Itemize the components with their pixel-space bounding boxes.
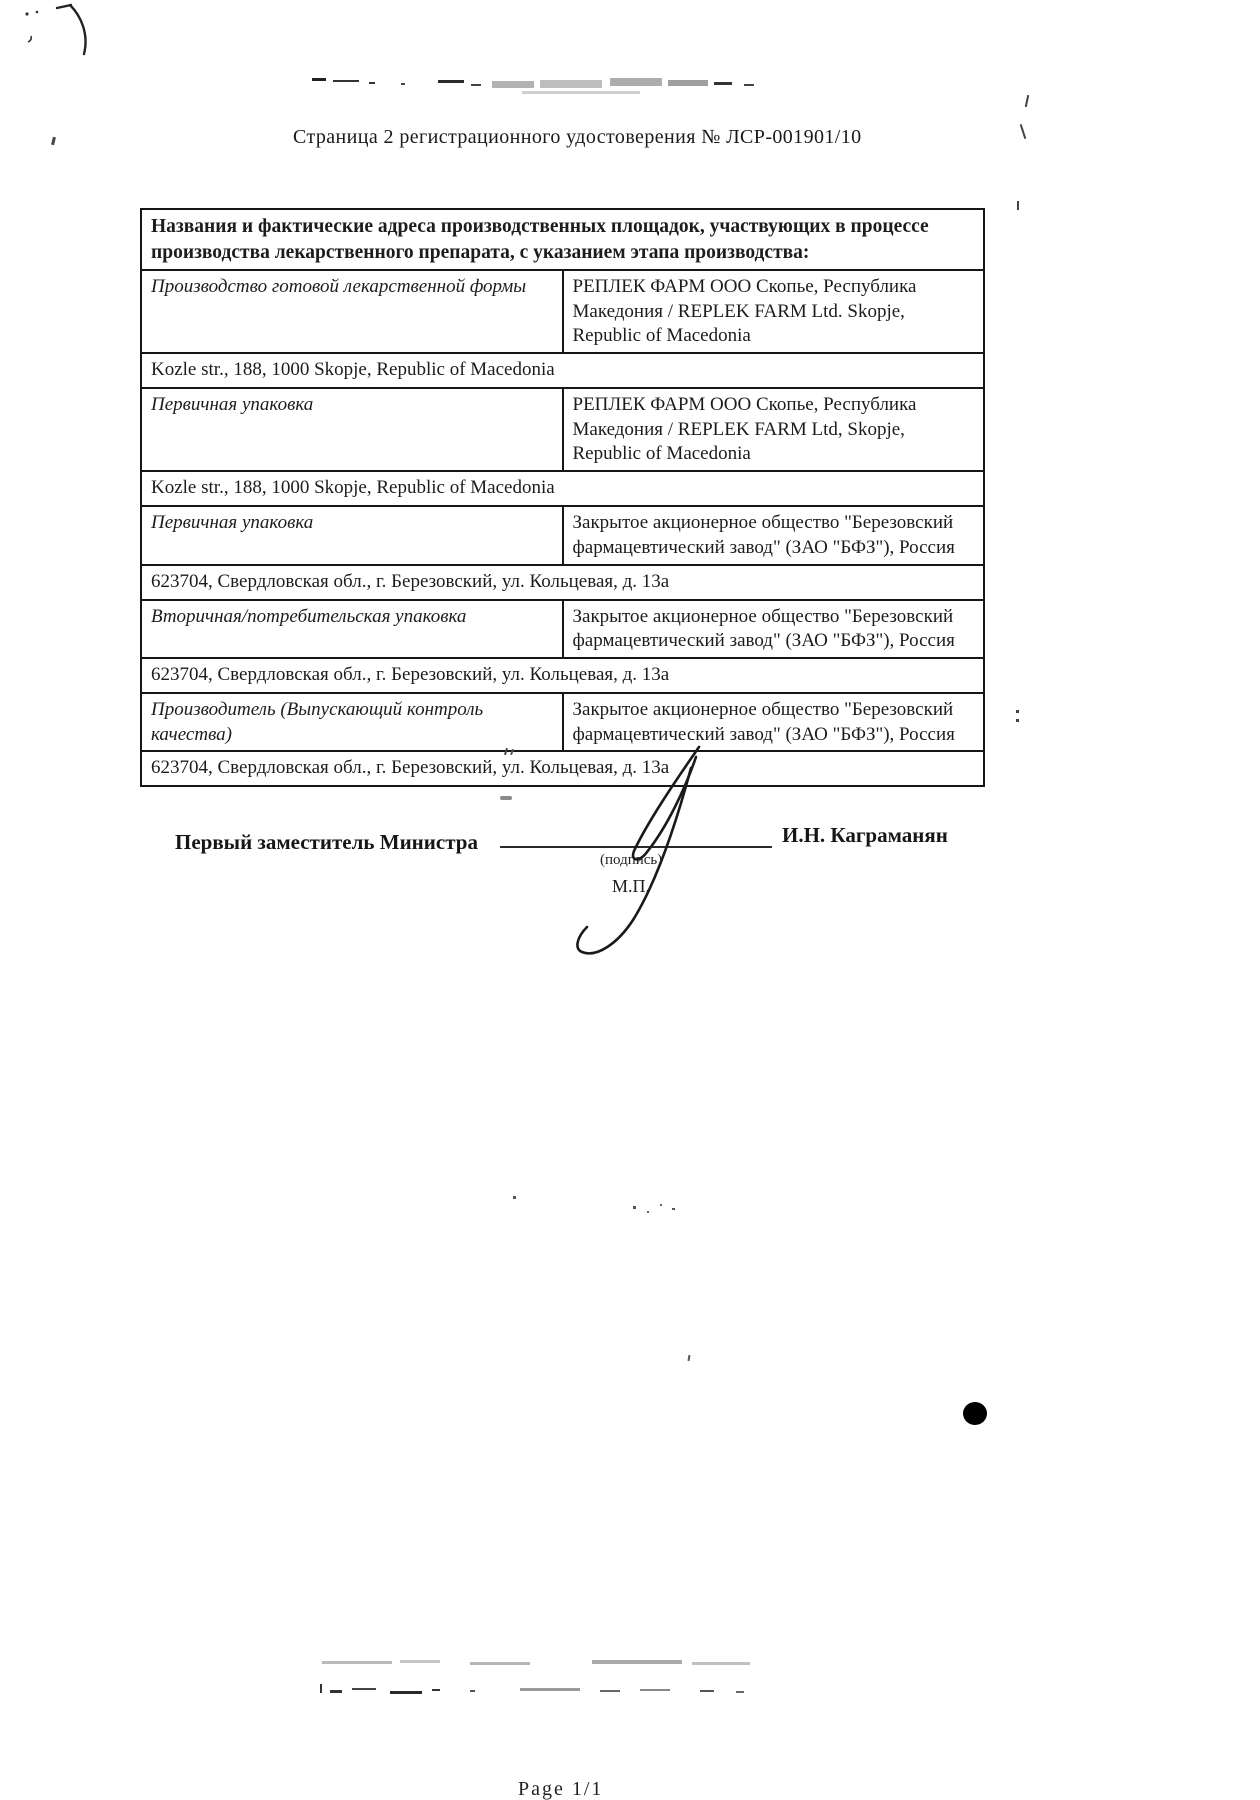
noise-smudge bbox=[592, 1660, 682, 1664]
stage-cell: Производство готовой лекарственной формы bbox=[141, 270, 563, 353]
scan-speck bbox=[672, 1208, 675, 1210]
signature-caption: (подпись) bbox=[600, 852, 663, 868]
address-cell: Kozle str., 188, 1000 Skopje, Republic of Macedonia bbox=[141, 471, 984, 506]
noise-dash bbox=[352, 1688, 376, 1690]
page-footer: Page 1/1 bbox=[518, 1778, 604, 1800]
noise-dash bbox=[470, 1690, 475, 1692]
noise-dash bbox=[369, 82, 375, 84]
handwritten-signature bbox=[540, 738, 750, 968]
scan-speck bbox=[500, 796, 512, 800]
noise-smudge bbox=[470, 1662, 530, 1665]
noise-dash bbox=[736, 1691, 744, 1693]
stage-cell: Первичная упаковка bbox=[141, 388, 563, 471]
manufacturer-cell: Закрытое акционерное общество "Березовский фармацевтический завод" (ЗАО "БФЗ"), Россия bbox=[563, 693, 985, 751]
table-row-address bbox=[141, 353, 984, 388]
manufacturer-cell: Закрытое акционерное общество "Березовский фармацевтический завод" (ЗАО "БФЗ"), Россия bbox=[563, 600, 985, 658]
manufacturer-cell: Закрытое акционерное общество "Березовский фармацевтический завод" (ЗАО "БФЗ"), Россия bbox=[563, 506, 985, 564]
noise-smudge bbox=[610, 78, 662, 86]
black-dot-mark bbox=[963, 1402, 987, 1425]
noise-dash bbox=[438, 80, 464, 83]
noise-smudge bbox=[322, 1661, 392, 1664]
scan-speck bbox=[1025, 95, 1029, 107]
noise-dash bbox=[471, 84, 481, 86]
page-header: Страница 2 регистрационного удостоверения № ЛСР-001901/10 bbox=[293, 126, 862, 148]
noise-dash bbox=[700, 1690, 714, 1692]
table-row-stage bbox=[141, 506, 984, 564]
signatory-name: И.Н. Каграманян bbox=[782, 823, 948, 847]
noise-dash bbox=[432, 1689, 440, 1691]
address-cell: Kozle str., 188, 1000 Skopje, Republic of Macedonia bbox=[141, 353, 984, 388]
scan-speck bbox=[1016, 719, 1019, 722]
noise-smudge bbox=[492, 81, 534, 88]
noise-dash bbox=[312, 78, 326, 81]
scan-speck bbox=[633, 1206, 636, 1209]
scan-speck bbox=[1020, 124, 1027, 139]
noise-dash bbox=[330, 1690, 342, 1693]
noise-smudge bbox=[540, 80, 602, 88]
noise-smudge bbox=[400, 1660, 440, 1663]
production-sites-table bbox=[140, 208, 985, 787]
table-title: Названия и фактические адреса производственных площадок, участвующих в процессе производства лекарственного препарата, с указанием этапа производства: bbox=[141, 209, 984, 270]
table-row-stage bbox=[141, 270, 984, 353]
noise-dash bbox=[744, 84, 754, 86]
noise-smudge bbox=[522, 91, 640, 94]
address-cell: 623704, Свердловская обл., г. Березовский, ул. Кольцевая, д. 13а bbox=[141, 565, 984, 600]
scan-speck bbox=[687, 1355, 690, 1361]
scan-speck bbox=[513, 1196, 516, 1199]
manufacturer-cell: РЕПЛЕК ФАРМ ООО Скопье, Республика Македония / REPLEK FARM Ltd, Skopje, Republic of Macedonia bbox=[563, 388, 985, 471]
noise-smudge bbox=[692, 1662, 750, 1665]
stage-cell: Первичная упаковка bbox=[141, 506, 563, 564]
noise-dash bbox=[401, 83, 405, 85]
address-cell: 623704, Свердловская обл., г. Березовский, ул. Кольцевая, д. 13а bbox=[141, 751, 984, 786]
scan-speck bbox=[1016, 710, 1019, 713]
table-row-stage bbox=[141, 388, 984, 471]
pen-squiggle-mark bbox=[15, 0, 115, 70]
table-row-address bbox=[141, 471, 984, 506]
noise-dash bbox=[714, 82, 732, 85]
noise-dash bbox=[520, 1688, 580, 1691]
scan-speck bbox=[647, 1211, 649, 1213]
scan-speck bbox=[660, 1204, 662, 1206]
scan-speck bbox=[1017, 201, 1019, 210]
noise-dash bbox=[600, 1690, 620, 1692]
table-title-row bbox=[141, 209, 984, 270]
table-row-stage bbox=[141, 600, 984, 658]
table-row-address bbox=[141, 565, 984, 600]
noise-dash bbox=[320, 1684, 322, 1693]
noise-dash bbox=[390, 1691, 422, 1694]
stage-cell: Производитель (Выпускающий контроль качества) bbox=[141, 693, 563, 751]
table-row-address bbox=[141, 658, 984, 693]
noise-dash bbox=[333, 80, 359, 82]
manufacturer-cell: РЕПЛЕК ФАРМ ООО Скопье, Республика Македония / REPLEK FARM Ltd. Skopje, Republic of Macedonia bbox=[563, 270, 985, 353]
noise-smudge bbox=[668, 80, 708, 86]
scan-speck bbox=[51, 137, 56, 145]
noise-dash bbox=[640, 1689, 670, 1691]
signatory-title: Первый заместитель Министра bbox=[175, 830, 478, 854]
seal-placeholder: М.П. bbox=[612, 876, 651, 896]
stage-cell: Вторичная/потребительская упаковка bbox=[141, 600, 563, 658]
address-cell: 623704, Свердловская обл., г. Березовский, ул. Кольцевая, д. 13а bbox=[141, 658, 984, 693]
